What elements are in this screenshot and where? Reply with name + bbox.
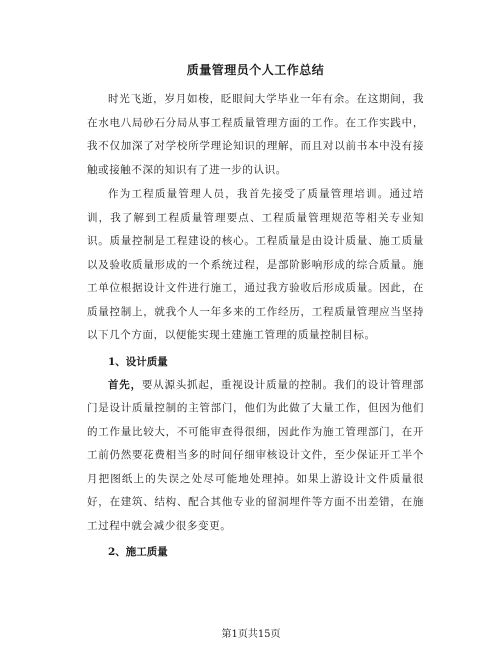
- paragraph-design-quality: [87, 374, 424, 539]
- paragraph-intro: 时光飞逝，岁月如梭，眨眼间大学毕业一年有余。在这期间，我在水电八局砂石分局从事工程质量管理方面的工作。在工作实践中，我不仅加深了对学校所学理论知识的理解，而且对以前书本中没有接触或接触不深的知识有了进一步的认识。: [87, 93, 424, 176]
- paragraph-training: 作为工程质量管理人员，我首先接受了质量管理培训。通过培训，我了解到工程质量管理要点、工程质量管理规范等相关专业知识。质量控制是工程建设的核心。工程质量是由设计质量、施工质量以及验收质量形成的一个系统过程，是部阶影响形成的综合质量。施工单位根据设计文件进行施工，通过我方验收后形成质量。因此，在质量控制上，就我个人一年多来的工作经历，工程质量管理应当坚持以下几个方面，以便能实现土建施工管理的质量控制目标。: [87, 188, 424, 341]
- paragraph-lead-text: 首先，: [108, 378, 142, 391]
- section-heading-design-quality: 1、设计质量: [108, 355, 168, 368]
- page-number-footer: 第1页共15页: [221, 629, 281, 640]
- document-title: 质量管理员个人工作总结: [186, 63, 325, 77]
- paragraph-design-quality-body: 要从源头抓起，重视设计质量的控制。我们的设计管理部门是设计质量控制的主管部门，他们为此做了大量工作，但因为他们的工作量比较大，不可能审查得很细，因此作为施工管理部门，在开工前仍然要花费相当多的时间仔细审核设计文件，至少保证开工半个月把图纸上的失误之处尽可能地处理掉。如果上游设计文件质量很好，在建筑、结构、配合其他专业的留洞埋件等方面不出差错，在施工过程中就会减少很多变更。: [87, 378, 425, 532]
- section-heading-construction-quality: 2、施工质量: [108, 546, 168, 558]
